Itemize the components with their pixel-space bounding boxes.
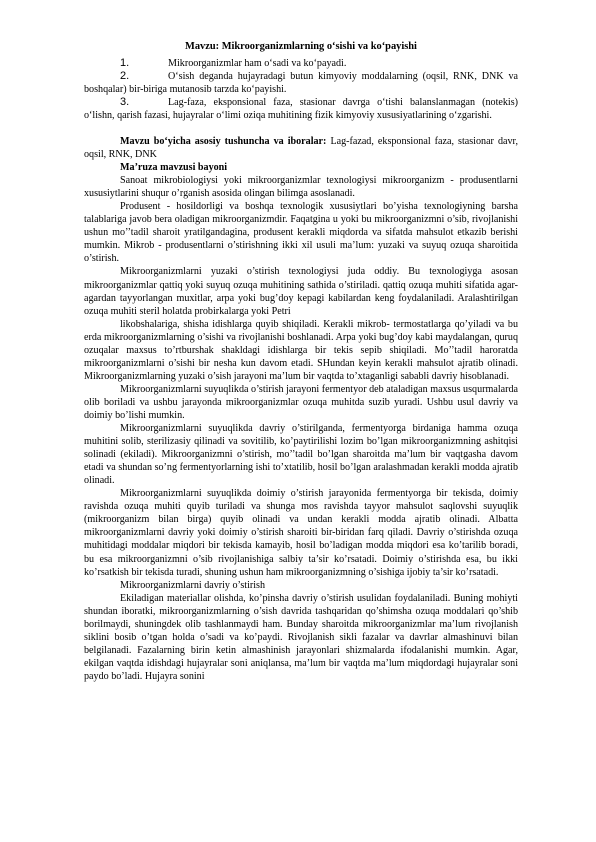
paragraph: Ekiladigan materiallar olishda, ko’pinsha davriy o’stirish usulidan foydalaniladi. Buning mohiyti shundan iboratki, mikroorganizmlarning o’sish davrida tashqaridan qo’shimsha ozuqa moddalari qo’shib borilmaydi, shuningdek olib tashlanmaydi ham. Bunday sharoitda mikroorganizmlar ma’lum rivojlanish siklini bosib o’tgan holda o’sadi va ko’paydi. Rivojlanish sikli fazalar va davrlar almashinuvi bilan belgilanadi. Fazalarning birin ketin almashinish jarayonlari shizmalarda ifodalanishi mumkin. Agar, ekilgan vaqtda idishdagi hujayralar soni aniqlansa, ma’lum bir vaqtda ma’lum miqdordagi hujayralar soni paydo bo’ladi. Hujayra sonini bbox=[84, 592, 518, 682]
list-item bbox=[84, 96, 518, 122]
paragraph: Sanoat mikrobiologiysi yoki mikroorganizmlar texnologiysi mikroorganizm - produsentlarni xususiytlarini shuqur o’rganish asosida olingan bilimga asoslanadi. bbox=[84, 175, 518, 200]
numbered-list bbox=[84, 57, 518, 122]
page-title: Mavzu: Mikroorganizmlarning o‘sishi va ko‘payishi bbox=[185, 41, 417, 52]
paragraph: Mikroorganizmlarni yuzaki o’stirish texnologiysi juda oddiy. Bu texnologiyga asosan mikroorganizmlar qattiq yoki suyuq ozuqa muhitining sathida o’stiriladi. qattiq ozuqa muhiti sifatida agar-agardan tayyorlangan muxitlar, arpa yoki bug’doy kepagi kabilardan keng foydalaniladi. Aralashtirilgan ozuqa muhiti steril holatda probirkalarga yoki Petri bbox=[84, 266, 518, 317]
keywords-label: Mavzu bo‘yicha asosiy tushuncha va iboralar: bbox=[120, 136, 327, 147]
spacer bbox=[84, 122, 518, 135]
paragraph: likobshalariga, shisha idishlarga quyib shiqiladi. Kerakli mikrob- termostatlarga qo’yiladi va bu erda mikroorganizmlarning o’sishi va rivojlanishi boshlanadi. Arpa yoki bug’doy kabi maydalangan, quruq ozuqalar maxsus to’rtburshak shakldagi idishlarga bir tekis sepib shiqiladi. Mo’’tadil haroratda mikroorganizmlarni o’sishi bir nesha kun davom etadi. SHundan keyin kerakli mahsulot ajratib olinadi. Mikroorganizmlarning yuzaki o’sish jarayoni ma’lum bir vaqtda to’xtaganligi sababli davriy hisoblanadi. bbox=[84, 318, 518, 382]
paragraph: Produsent - hosildorligi va boshqa texnologik xususiytlari bo’yisha texnologiyning barsha talablariga javob bera oladigan mikroorganizmdir. Faqatgina u yoki bu mikroorganizmni o’sib, rivojlanishi ushun mo’’tadil sharoit yratilgandagina, produsent kerakli miqdorda va sifatda mahsulot etkazib berishi mumkin. Mikrob - produsentlarni o’stirishning ikki xil usuli ma’lum: yuzaki va suyuq ozuqa sharoitida o’stirish. bbox=[84, 201, 518, 265]
list-number: 3. bbox=[120, 96, 130, 108]
list-text: Lag-faza, eksponsional faza, stasionar davrga o‘tishi balanslanmagan (notekis) o‘lishn, qarish fazasi, hujayralar o‘limi oziqa muhitining fizik kimyoviy xususiyatlarining o‘zgarishi. bbox=[84, 97, 518, 121]
list-number: 2. bbox=[120, 70, 130, 82]
section-heading: Ma’ruza mavzusi bayoni bbox=[120, 162, 228, 174]
subsection-heading: Mikroorganizmlarni davriy o’stirish bbox=[120, 579, 266, 591]
keywords-text: Lag-fazad, eksponsional faza, stasionar davr, oqsil, RNK, DNK bbox=[84, 136, 519, 161]
paragraph: Mikroorganizmlarni suyuqlikda doimiy o’stirish jarayonida fermentyorga bir tekisda, doimiy ravishda ozuqa muhiti quyib turiladi va shunga mos ravishda tayyor mahsulot saqlovshi suyuqlik (mikroorganizm bilan birga) quyib olinadi va undan kerakli modda ajratib olinadi. Albatta mikroorganizmlarni davriy yoki doimiy o’stirish sharoiti bir-biridan farq qiladi. Davriy o’stirishda ozuqa muhitidagi moddalar miqdori bir tekisda kamayib, hosil bo’ladigan modda miqdori esa ko’tarilib boradi, bu esa mikroorganizmni o’sib rivojlanishiga salbiy ta’sir ko’rsatadi. Doimiy o’stirishda esa, bu ikki ko’rsatkish bir tekisda turadi, shuning ushun ham mikroorganizmning o’sishiga ijobiy ta’sir ko’rsatadi. bbox=[84, 488, 518, 578]
list-text: Mikroorganizmlar ham o‘sadi va ko‘payadi. bbox=[168, 58, 347, 69]
paragraph: Mikroorganizmlarni suyuqlikda o’stirish jarayoni fermentyor deb ataladigan maxsus usqurmalarda olib boriladi va ushbu jarayonda mikroorganizmlar ozuqa muhitda suzib yuradi. Ushbu usul davriy va doimiy bo’lishi mumkin. bbox=[84, 383, 518, 421]
list-item bbox=[84, 57, 518, 70]
list-number: 1. bbox=[120, 57, 130, 69]
list-text: O‘sish deganda hujayradagi butun kimyoviy moddalarning (oqsil, RNK, DNK va boshqalar) bir-biriga mutanosib tarzda ko‘payishi. bbox=[84, 71, 518, 95]
keywords-paragraph bbox=[84, 135, 518, 161]
paragraph: Mikroorganizmlarni suyuqlikda davriy o’stirilganda, fermentyorga birdaniga hamma ozuqa muhitini solib, sterilizasiy qilinadi va sovitilib, ko’paytirilishi lozim bo’lgan mikroorganizmning ashitqisi solinadi (ekiladi). Mikroorganizmni o’stirish, mo’’tadil bo’lgan sharoitda ma’lum bir vaqtgasha davom etadi va shundan so’ng fermentyorlarning ishi to’xtatilib, hosil bo’lgan aralashmadan kerakli modda ajratib olinadi. bbox=[84, 423, 518, 487]
list-item bbox=[84, 70, 518, 96]
